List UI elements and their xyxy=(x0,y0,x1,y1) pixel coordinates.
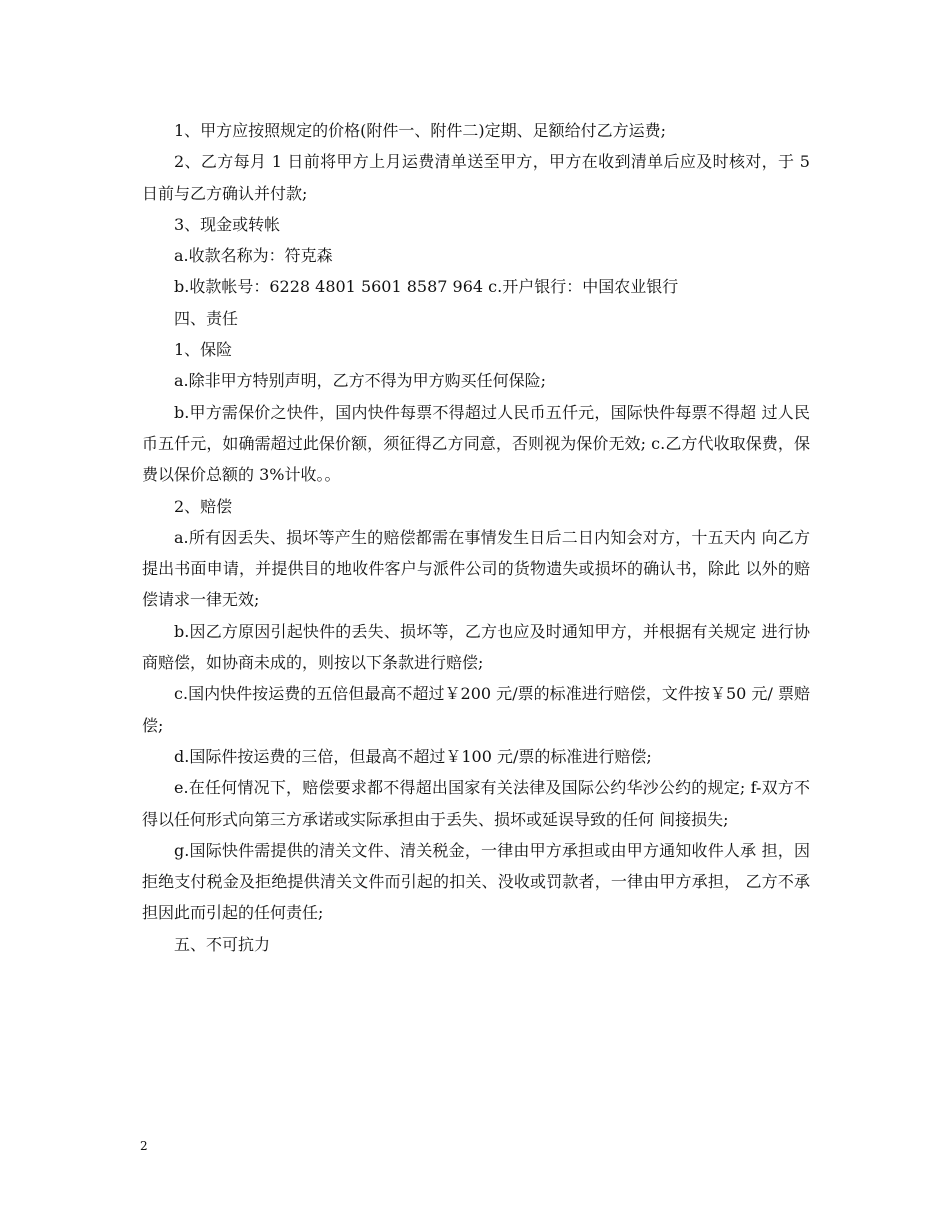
page-number: 2 xyxy=(140,1139,148,1153)
section-heading-force-majeure: 五、不可抗力 xyxy=(174,934,271,954)
section-heading-liability: 四、责任 xyxy=(174,308,239,328)
subheading-compensation: 2、赔偿 xyxy=(174,496,233,516)
paragraph-insurance-b: b.甲方需保价之快件，国内快件每票不得超过人民币五仟元，国际快件每票不得超 过人民币五仟元，如确需超过此保价额，须征得乙方同意，否则视为保价无效; c.乙方代收取保费，保费以保价总额的 3%计收。。 xyxy=(142,402,810,485)
paragraph-payee-name: a.收款名称为：符克森 xyxy=(174,246,333,266)
paragraph-compensation-e: e.在任何情况下，赔偿要求都不得超出国家有关法律及国际公约华沙公约的规定; f-双方不得以任何形式向第三方承诺或实际承担由于丢失、损坏或延误导致的任何 间接损失; xyxy=(142,778,810,829)
subheading-insurance: 1、保险 xyxy=(174,340,233,360)
paragraph-compensation-g: g.国际快件需提供的清关文件、清关税金，一律由甲方承担或由甲方通知收件人承 担，因拒绝支付税金及拒绝提供清关文件而引起的扣关、没收或罚款者，一律由甲方承担， 乙方不承担因此而引起的任何责任; xyxy=(142,840,810,923)
paragraph-compensation-a: a.所有因丢失、损坏等产生的赔偿都需在事情发生日后二日内知会对方，十五天内 向乙方提出书面申请，并提供目的地收件客户与派件公司的货物遗失或损坏的确认书，除此 以外的赔偿请求一律无效; xyxy=(142,527,810,610)
paragraph-compensation-b: b.因乙方原因引起快件的丢失、损坏等，乙方也应及时通知甲方，并根据有关规定 进行协商赔偿，如协商未成的，则按以下条款进行赔偿; xyxy=(142,621,810,673)
paragraph-compensation-c: c.国内快件按运费的五倍但最高不超过￥200 元/票的标准进行赔偿，文件按￥50 元/ 票赔偿; xyxy=(142,684,810,735)
paragraph-payment-price: 1、甲方应按照规定的价格(附件一、附件二)定期、足额给付乙方运费; xyxy=(174,121,667,140)
paragraph-compensation-d: d.国际件按运费的三倍，但最高不超过￥100 元/票的标准进行赔偿; xyxy=(174,746,652,766)
paragraph-monthly-statement: 2、乙方每月 1 日前将甲方上月运费清单送至甲方，甲方在收到清单后应及时核对，于 5 日前与乙方确认并付款; xyxy=(142,152,810,203)
paragraph-insurance-a: a.除非甲方特别声明，乙方不得为甲方购买任何保险; xyxy=(174,371,547,391)
document-body xyxy=(142,115,810,960)
paragraph-account-bank: b.收款帐号：6228 4801 5601 8587 964 c.开户银行：中国农业银行 xyxy=(174,277,679,297)
paragraph-cash-transfer: 3、现金或转帐 xyxy=(174,214,281,234)
